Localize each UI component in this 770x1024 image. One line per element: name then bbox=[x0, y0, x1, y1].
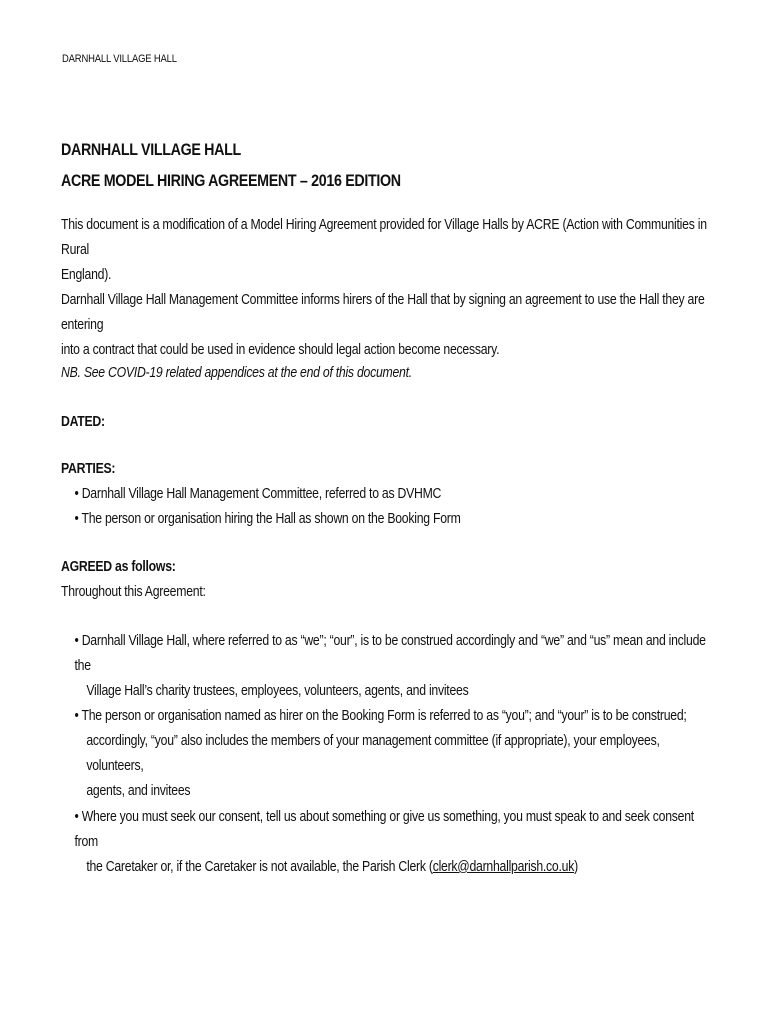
intro-paragraph-1 bbox=[61, 213, 712, 288]
agreed-bullet-2-line-1: • The person or organisation named as hirer on the Booking Form is referred to as “you”; and “your” is to be construed; bbox=[74, 708, 687, 724]
nb-note-text: NB. See COVID-19 related appendices at the end of this document. bbox=[61, 365, 412, 381]
intro-paragraph-2-line-2: into a contract that could be used in evidence should legal action become necessary. bbox=[61, 342, 500, 358]
dated-label: DATED: bbox=[61, 414, 105, 430]
clerk-email-link[interactable]: clerk@darnhallparish.co.uk bbox=[432, 859, 575, 875]
agreed-section bbox=[61, 555, 712, 605]
nb-note bbox=[61, 361, 712, 386]
agreed-bullet-2-line-2: accordingly, “you” also includes the members of your management committee (if appropriate), your employees, volunteers, bbox=[86, 733, 660, 774]
agreed-bullet-3-line-2 bbox=[61, 855, 712, 880]
agreed-intro: Throughout this Agreement: bbox=[61, 584, 206, 600]
parties-label: PARTIES: bbox=[61, 461, 116, 477]
intro-paragraph-2-line-1: Darnhall Village Hall Management Committee informs hirers of the Hall that by signing an agreement to use the Hall they are entering bbox=[61, 292, 705, 333]
document-title bbox=[61, 134, 466, 196]
agreed-bullet-1-line-2: Village Hall’s charity trustees, employees, volunteers, agents, and invitees bbox=[86, 683, 469, 699]
dated-section bbox=[61, 410, 712, 435]
agreed-bullet-2 bbox=[61, 704, 712, 804]
agreed-bullet-3-line-1: • Where you must seek our consent, tell us about something or give us something, you must speak to and seek consent from bbox=[74, 809, 694, 850]
parties-section bbox=[61, 457, 712, 532]
agreed-bullet-1-line-1: • Darnhall Village Hall, where referred to as “we”; “our”, is to be construed accordingly and “we” and “us” mean and include the bbox=[74, 633, 706, 674]
running-header: DARNHALL VILLAGE HALL bbox=[62, 53, 177, 65]
intro-paragraph-1-line-2: England). bbox=[61, 267, 112, 283]
parties-item-1: • Darnhall Village Hall Management Committee, referred to as DVHMC bbox=[74, 486, 442, 502]
agreed-label: AGREED as follows: bbox=[61, 559, 176, 575]
title-line-2: ACRE MODEL HIRING AGREEMENT – 2016 EDITION bbox=[61, 171, 401, 190]
agreed-bullet-3-line-2-suffix: ) bbox=[574, 859, 578, 875]
agreed-bullet-3-line-2-prefix: the Caretaker or, if the Caretaker is not available, the Parish Clerk ( bbox=[86, 859, 433, 875]
parties-item-2: • The person or organisation hiring the Hall as shown on the Booking Form bbox=[74, 511, 461, 527]
agreed-bullet-1 bbox=[61, 629, 712, 704]
agreed-bullet-2-line-3: agents, and invitees bbox=[86, 783, 191, 799]
agreed-bullet-3 bbox=[61, 805, 712, 880]
title-line-1: DARNHALL VILLAGE HALL bbox=[61, 140, 241, 159]
intro-paragraph-2 bbox=[61, 288, 712, 363]
intro-paragraph-1-line-1: This document is a modification of a Model Hiring Agreement provided for Village Halls by ACRE (Action with Communities in Rural bbox=[61, 217, 707, 258]
